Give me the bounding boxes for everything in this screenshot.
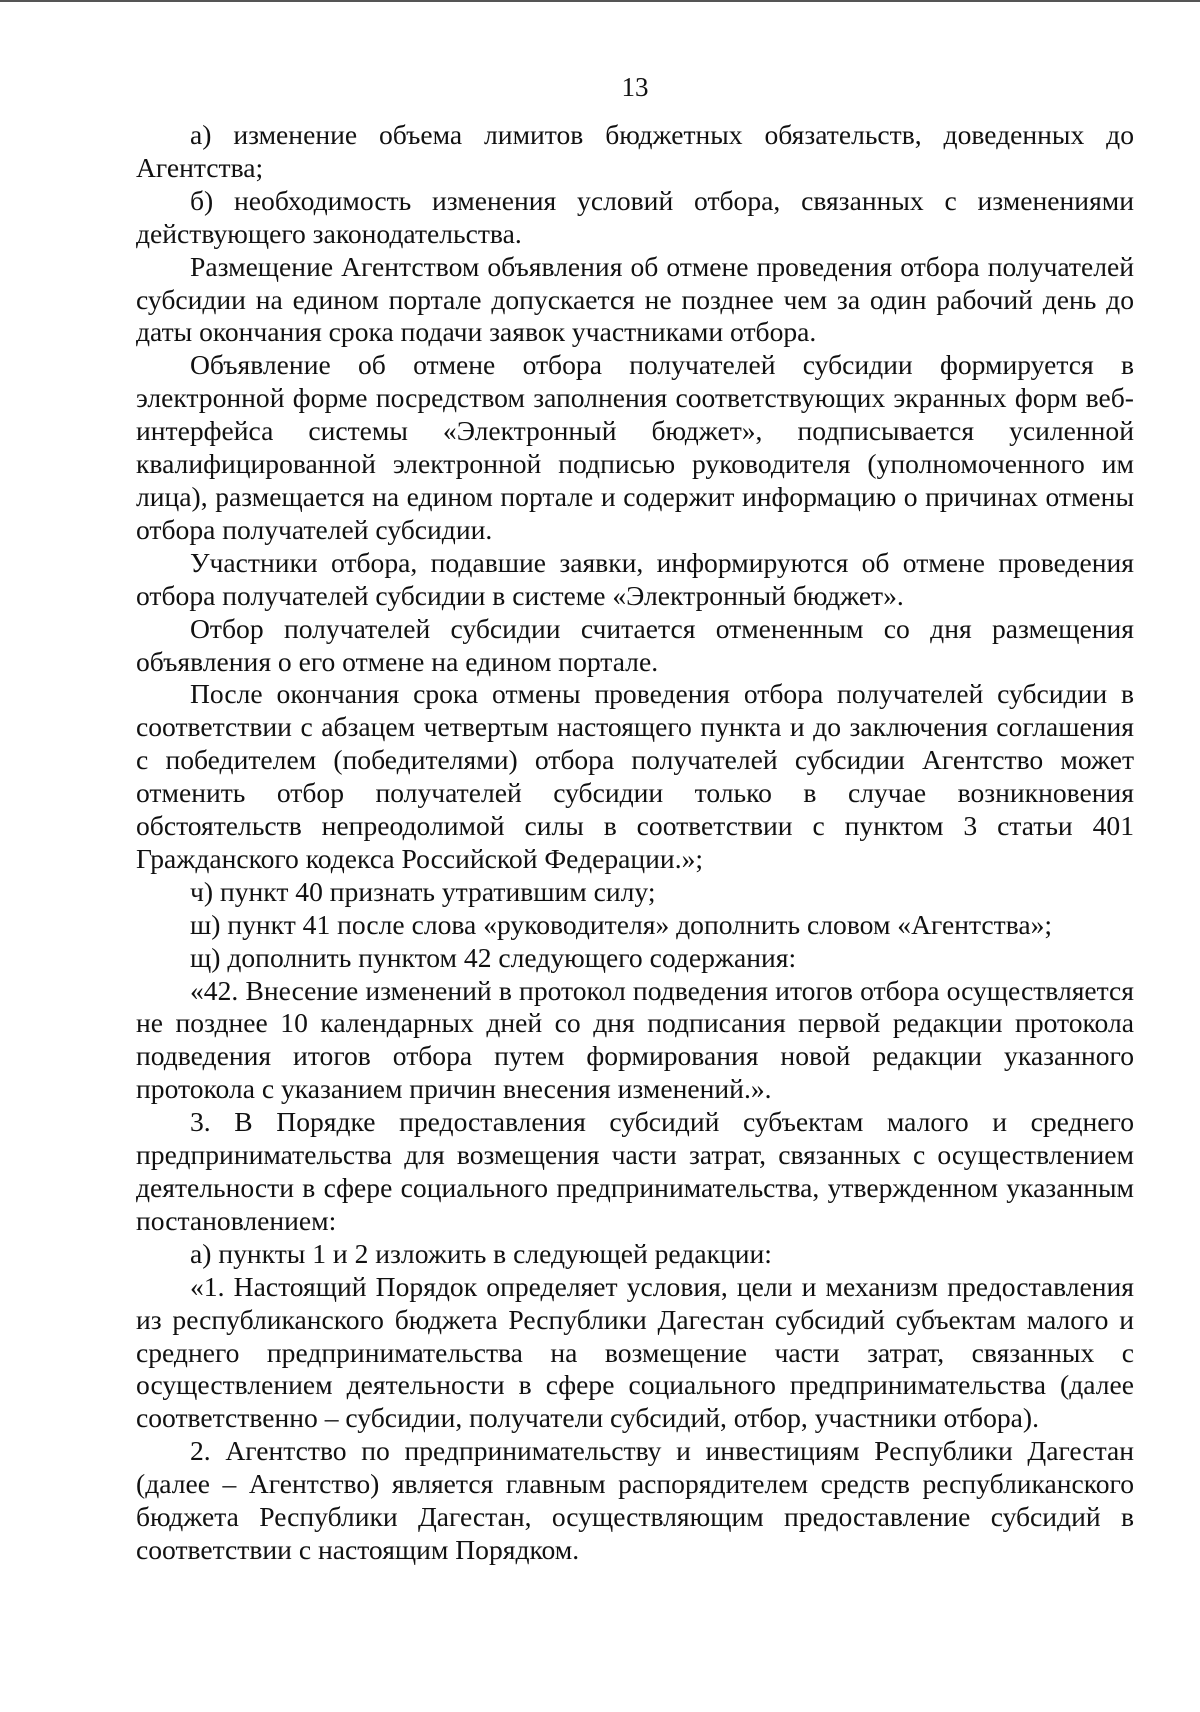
paragraph-shch-item-42: щ) дополнить пунктом 42 следующего содержания: [190, 941, 797, 973]
page-number: 13 [621, 72, 649, 102]
paragraph-sh-item-41: ш) пункт 41 после слова «руководителя» дополнить словом «Агентства»; [190, 908, 1053, 940]
paragraph-cancellation-announcement: Объявление об отмене отбора получателей субсидии формируется в электронной форме посредством заполнения соответствующих экранных форм веб-интерфейса системы «Электронный бюджет», подписывается усиленной квалифицированной электронной подписью руководителя (уполномоченного им лица), размещается на едином портале и содержит информацию о причинах отмены отбора получателей субсидии. [136, 349, 1134, 545]
paragraph-a-limits: а) изменение объема лимитов бюджетных обязательств, доведенных до Агентства; [136, 119, 1134, 183]
paragraph-item-42-text: «42. Внесение изменений в протокол подведения итогов отбора осуществляется не позднее 10 календарных дней со дня подписания первой редакции протокола подведения итогов отбора путем формирования новой редакции указанного протокола с указанием причин внесения изменений.». [136, 974, 1134, 1105]
document-body [136, 119, 1134, 1567]
paragraph-force-majeure: После окончания срока отмены проведения отбора получателей субсидии в соответствии с абзацем четвертым настоящего пункта и до заключения соглашения с победителем (победителями) отбора получателей субсидии Агентство может отменить отбор получателей субсидии только в случае возникновения обстоятельств непреодолимой силы в соответствии с пунктом 3 статьи 401 Гражданского кодекса Российской Федерации.»; [136, 678, 1134, 874]
paragraph-selection-cancelled: Отбор получателей субсидии считается отмененным со дня размещения объявления о его отмене на едином портале. [136, 612, 1134, 677]
paragraph-participants-informed: Участники отбора, подавшие заявки, информируются об отмене проведения отбора получателей субсидии в системе «Электронный бюджет». [136, 546, 1134, 611]
paragraph-b-legislation: б) необходимость изменения условий отбора, связанных с изменениями действующего законодательства. [136, 184, 1134, 249]
paragraph-ch-item-40: ч) пункт 40 признать утратившим силу; [190, 875, 656, 907]
paragraph-cancellation-placement: Размещение Агентством объявления об отмене проведения отбора получателей субсидии на едином портале допускается не позднее чем за один рабочий день до даты окончания срока подачи заявок участниками отбора. [136, 250, 1134, 348]
paragraph-a-items-1-2: а) пункты 1 и 2 изложить в следующей редакции: [190, 1237, 772, 1269]
paragraph-item-2-text: 2. Агентство по предпринимательству и инвестициям Республики Дагестан (далее – Агентство) является главным распорядителем средств республиканского бюджета Республики Дагестан, осуществляющим предоставление субсидий в соответствии с настоящим Порядком. [136, 1435, 1134, 1565]
paragraph-item-1-text: «1. Настоящий Порядок определяет условия, цели и механизм предоставления из республиканского бюджета Республики Дагестан субсидий субъектам малого и среднего предпринимательства на возмещение части затрат, связанных с осуществлением деятельности в сфере социального предпринимательства (далее соответственно – субсидии, получатели субсидий, отбор, участники отбора). [136, 1270, 1134, 1434]
scan-edge-line [0, 0, 1200, 2]
paragraph-section-3: 3. В Порядке предоставления субсидий субъектам малого и среднего предпринимательства для возмещения части затрат, связанных с осуществлением деятельности в сфере социального предпринимательства, утвержденном указанным постановлением: [136, 1106, 1134, 1236]
